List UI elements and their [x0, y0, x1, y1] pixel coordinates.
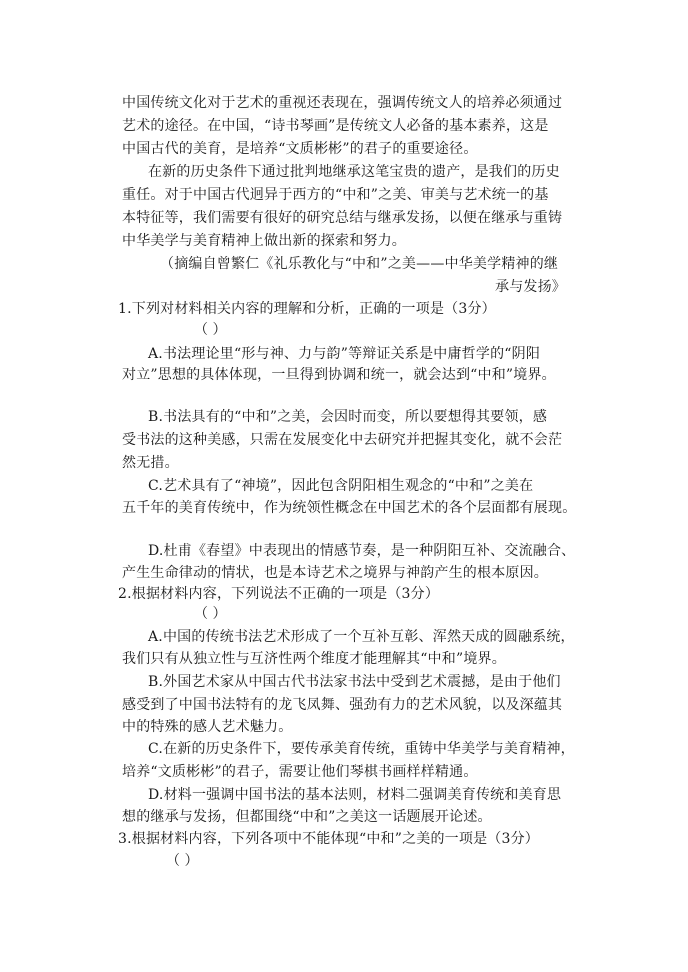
answer-blank: （ ） — [194, 606, 227, 622]
option-a: A.中国的传统书法艺术形成了一个互补互彰、浑然天成的圆融系统， — [148, 629, 575, 645]
passage-line: 在新的历史条件下通过批判地继承这笔宝贵的遗产，是我们的历史 — [148, 164, 560, 180]
passage-line: 中国古代的美育，是培养“文质彬彬”的君子的重要途径。 — [122, 141, 478, 157]
option-b-cont: 受书法的这种美感，只需在发展变化中去研究并把握其变化，就不会茫 — [122, 432, 563, 448]
option-b-cont: 然无措。 — [122, 455, 179, 471]
question-stem: 3.根据材料内容，下列各项中不能体现“中和”之美的一项是（3分） — [118, 831, 539, 847]
option-c-cont: 五千年的美育传统中，作为统领性概念在中国艺术的各个层面都有展现。 — [122, 500, 577, 516]
option-b-cont: 感受到了中国书法特有的龙飞凤舞、强劲有力的艺术风貌，以及深蕴其 — [122, 697, 563, 713]
option-c: C.在新的历史条件下，要传承美育传统，重铸中华美学与美育精神， — [148, 741, 575, 757]
option-a: A.书法理论里“形与神、力与韵”等辩证关系是中庸哲学的“阴阳 — [148, 346, 541, 362]
passage-source-cont: 承与发扬》 — [495, 279, 566, 295]
passage-line: 中国传统文化对于艺术的重视还表现在，强调传统文人的培养必须通过 — [122, 95, 563, 111]
option-c: C.艺术具有了“神境”，因此包含阴阳相生观念的“中和”之美在 — [148, 478, 534, 494]
question-stem: 2.根据材料内容，下列说法不正确的一项是（3分） — [118, 586, 440, 602]
passage-line: 中华美学与美育精神上做出新的探索和努力。 — [122, 233, 406, 249]
question-stem: 1.下列对材料相关内容的理解和分析，正确的一项是（3分） — [118, 301, 496, 317]
option-d: D.材料一强调中国书法的基本法则，材料二强调美育传统和美育思 — [148, 787, 562, 803]
option-a-cont: 我们只有从独立性与互济性两个维度才能理解其“中和”境界。 — [122, 651, 506, 667]
option-b-cont: 中的特殊的感人艺术魅力。 — [122, 719, 293, 735]
answer-blank: （ ） — [194, 322, 227, 338]
answer-blank: （ ） — [166, 853, 199, 869]
option-c-cont: 培养“文质彬彬”的君子，需要让他们琴棋书画样样精通。 — [122, 764, 478, 780]
option-d: D.杜甫《春望》中表现出的情感节奏，是一种阴阳互补、交流融合、 — [148, 543, 576, 559]
passage-line: 艺术的途径。在中国，“诗书琴画”是传统文人必备的基本素养，这是 — [122, 118, 549, 134]
passage-line: 重任。对于中国古代迥异于西方的“中和”之美、审美与艺术统一的基 — [122, 187, 549, 203]
option-d-cont: 产生生命律动的情状，也是本诗艺术之境界与神韵产生的根本原因。 — [122, 565, 548, 581]
option-a-cont: 对立”思想的具体体现，一旦得到协调和统一，就会达到“中和”境界。 — [122, 367, 556, 383]
passage-source: （摘编自曾繁仁《礼乐教化与“中和”之美——中华美学精神的继 — [160, 256, 559, 272]
option-b: B.书法具有的“中和”之美，会因时而变，所以要想得其要领，感 — [148, 409, 548, 425]
option-d-cont: 想的继承与发扬，但都围绕“中和”之美这一话题展开论述。 — [122, 809, 492, 825]
option-b: B.外国艺术家从中国古代书法家书法中受到艺术震撼，是由于他们 — [148, 674, 561, 690]
passage-line: 本特征等，我们需要有很好的研究总结与继承发扬，以便在继承与重铸 — [122, 210, 563, 226]
